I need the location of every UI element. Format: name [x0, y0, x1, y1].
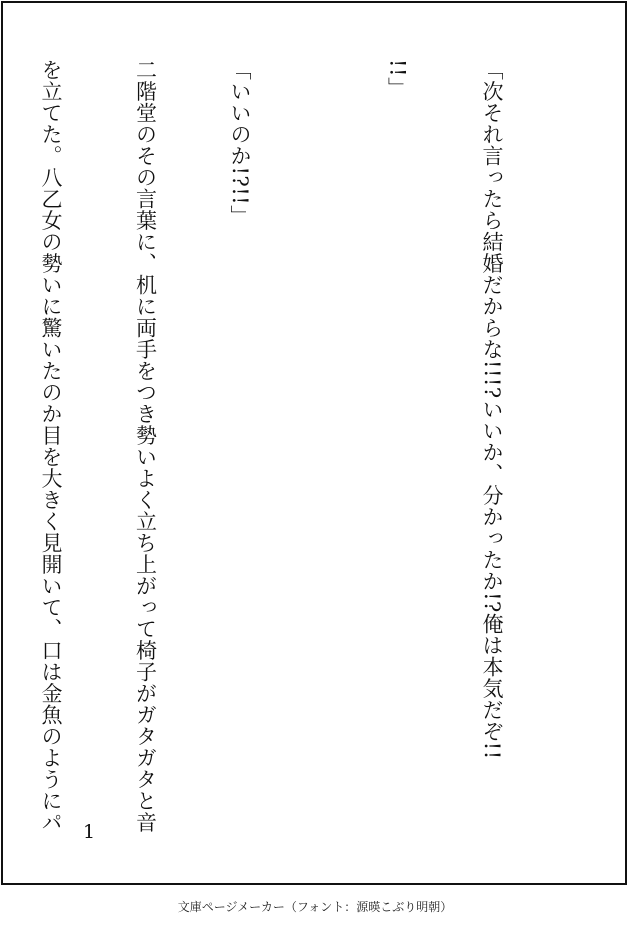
text-line: !!」 — [385, 59, 410, 99]
text-line: を立てた。八乙女の勢いに驚いたのか目を大きく見開いて、口は金魚のようにパ — [39, 59, 63, 833]
page-frame — [1, 1, 627, 885]
text-line: 「次それ言ったら結婚だからな!!!?いいか、分かったか!?俺は本気だぞ!! — [480, 59, 504, 760]
page-number: 1 — [83, 821, 96, 843]
footer-credit: 文庫ページメーカー（フォント：源暎こぶり明朝） — [177, 900, 453, 914]
text-line: 「いいのか!?!!」 — [228, 59, 252, 227]
vertical-text-body — [0, 59, 570, 833]
text-line: 二階堂のその言葉に、机に両手をつき勢いよく立ち上がって椅子がガタガタと音 — [133, 59, 158, 833]
